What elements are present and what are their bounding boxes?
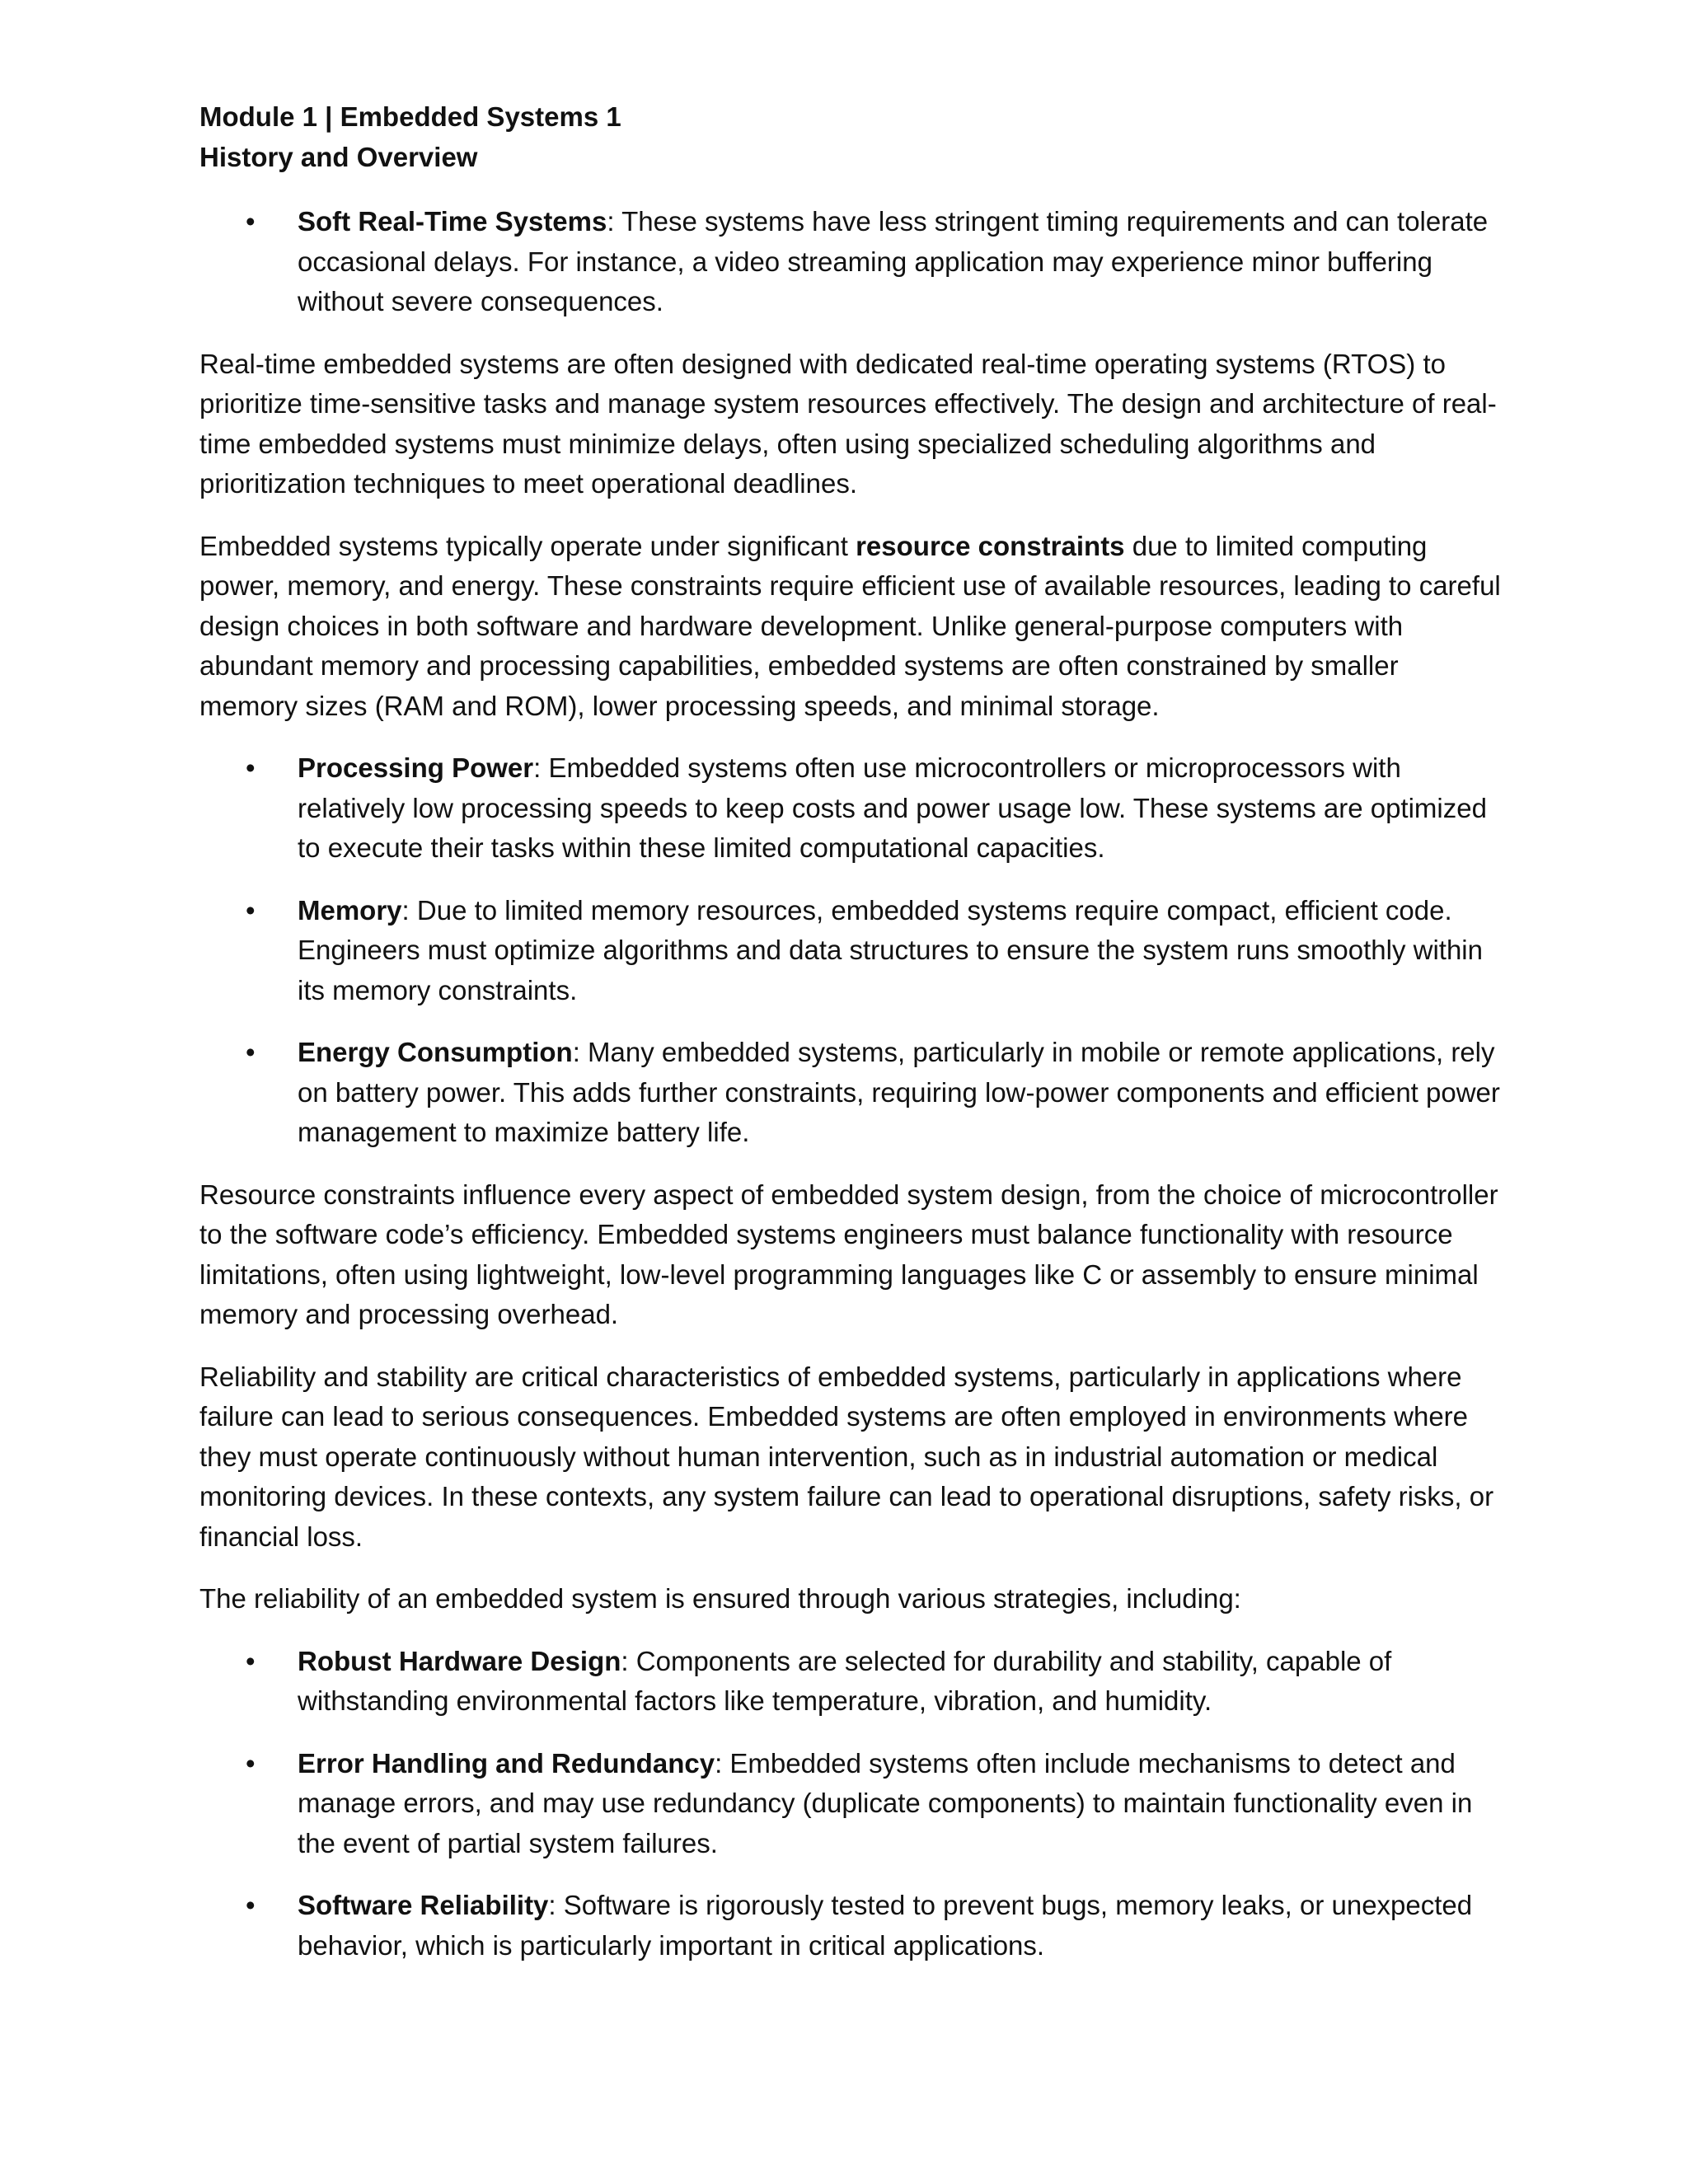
bullet-icon: • bbox=[246, 894, 256, 926]
list-item-term: Soft Real-Time Systems bbox=[298, 206, 607, 237]
paragraph-influence: Resource constraints influence every aspect of embedded system design, from the choice of microcontroller to the software code’s efficiency. Embedded systems engineers must balance functionality with resource limitations, often using lightweight, low-level programming languages like C or assembly to ensure minimal memory and processing overhead. bbox=[199, 1179, 1498, 1329]
list-item-term: Error Handling and Redundancy bbox=[298, 1747, 715, 1779]
list-item bbox=[199, 1886, 1502, 1966]
list-item bbox=[199, 1642, 1502, 1722]
list-item-term: Energy Consumption bbox=[298, 1037, 573, 1067]
paragraph-reliability: Reliability and stability are critical characteristics of embedded systems, particularly in applications where failure can lead to serious consequences. Embedded systems are often employed in environments where they must operate continuously without human intervention, such as in industrial automation or medical monitoring devices. In these contexts, any system failure can lead to operational disruptions, safety risks, or financial loss. bbox=[199, 1361, 1494, 1552]
list-item bbox=[199, 1744, 1502, 1864]
list-item-text: : Components are selected for durability and stability, capable of withstanding environmental factors like temperature, vibration, and humidity. bbox=[298, 1645, 1392, 1716]
paragraph-text: due to limited computing power, memory, and energy. These constraints require efficient use of available resources, leading to careful design choices in both software and hardware development. Unlike general-purpose computers with abundant memory and processing capabilities, embedded systems are often constrained by smaller memory sizes (RAM and ROM), lower processing speeds, and minimal storage. bbox=[199, 530, 1501, 721]
list-item bbox=[199, 202, 1502, 322]
list-item-text: : Embedded systems often include mechanisms to detect and manage errors, and may use redundancy (duplicate components) to maintain functionality even in the event of partial system failures. bbox=[298, 1747, 1473, 1858]
paragraph-resource-constraints bbox=[199, 527, 1502, 727]
list-item-term: Software Reliability bbox=[298, 1890, 549, 1920]
list-item bbox=[199, 1033, 1502, 1153]
bullet-icon: • bbox=[246, 1890, 256, 1920]
list-item-text: : Many embedded systems, particularly in mobile or remote applications, rely on battery power. This adds further constraints, requiring low-power components and efficient power management to maximize battery life. bbox=[298, 1037, 1500, 1147]
strategies-list bbox=[199, 1642, 1502, 1966]
list-item-term: Processing Power bbox=[298, 752, 534, 783]
constraints-list bbox=[199, 748, 1502, 1153]
module-subtitle: History and Overview bbox=[199, 141, 478, 172]
list-item-text: : Embedded systems often use microcontrollers or microprocessors with relatively low processing speeds to keep costs and power usage low. These systems are optimized to execute their tasks within these limited computational capacities. bbox=[298, 752, 1487, 863]
list-item bbox=[199, 748, 1502, 869]
soft-realtime-list bbox=[199, 202, 1502, 322]
bullet-icon: • bbox=[246, 206, 256, 237]
bullet-icon: • bbox=[246, 752, 256, 783]
paragraph-rtos: Real-time embedded systems are often designed with dedicated real-time operating systems (RTOS) to prioritize time-sensitive tasks and manage system resources effectively. The design and architecture of real-time embedded systems must minimize delays, often using specialized scheduling algorithms and prioritization techniques to meet operational deadlines. bbox=[199, 348, 1497, 499]
list-item-term: Robust Hardware Design bbox=[298, 1645, 621, 1676]
paragraph-emphasis: resource constraints bbox=[856, 530, 1125, 561]
module-title: Module 1 | Embedded Systems 1 bbox=[199, 101, 621, 132]
list-item-text: : Software is rigorously tested to prevent bugs, memory leaks, or unexpected behavior, which is particularly important in critical applications. bbox=[298, 1890, 1473, 1961]
bullet-icon: • bbox=[246, 1747, 256, 1779]
bullet-icon: • bbox=[246, 1037, 256, 1067]
paragraph-text: Embedded systems typically operate under significant bbox=[199, 530, 856, 561]
list-item-text: : Due to limited memory resources, embedded systems require compact, efficient code. Engineers must optimize algorithms and data structures to ensure the system runs smoothly within its memory constraints. bbox=[298, 894, 1483, 1005]
bullet-icon: • bbox=[246, 1645, 256, 1676]
list-item-text: : These systems have less stringent timing requirements and can tolerate occasional delays. For instance, a video streaming application may experience minor buffering without severe consequences. bbox=[298, 206, 1489, 316]
page-content bbox=[199, 97, 1502, 1988]
list-item-term: Memory bbox=[298, 894, 402, 926]
paragraph-strategies: The reliability of an embedded system is ensured through various strategies, including: bbox=[199, 1583, 1241, 1614]
list-item bbox=[199, 891, 1502, 1011]
